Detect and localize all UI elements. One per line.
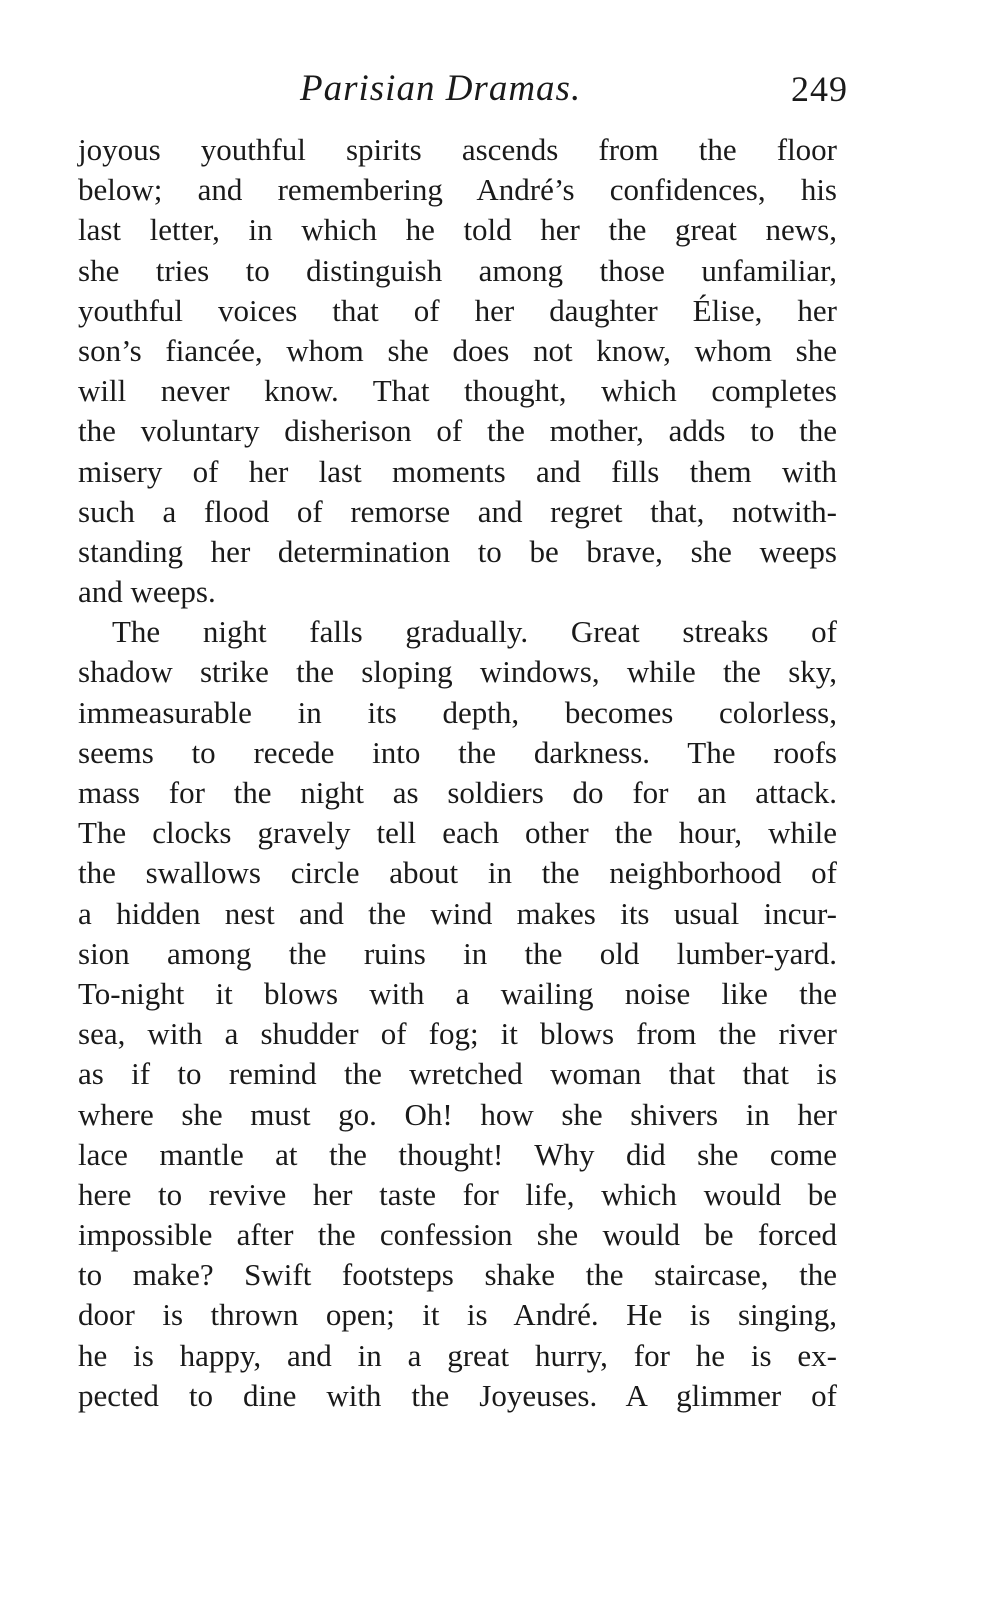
text-line: door is thrown open; it is André. He is singing,	[78, 1297, 837, 1333]
text-line: The clocks gravely tell each other the hour, while	[78, 815, 837, 851]
text-line: where she must go. Oh! how she shivers in her	[78, 1096, 837, 1132]
text-line: The night falls gradually. Great streaks of	[112, 614, 837, 650]
text-line: the swallows circle about in the neighborhood of	[78, 855, 837, 891]
text-line: misery of her last moments and fills them with	[78, 453, 837, 489]
text-line: she tries to distinguish among those unfamiliar,	[78, 252, 837, 288]
page-number: 249	[791, 69, 848, 109]
text-line: as if to remind the wretched woman that that is	[78, 1056, 837, 1092]
text-line: youthful voices that of her daughter Élise, her	[78, 292, 837, 328]
text-line: he is happy, and in a great hurry, for he is ex-	[78, 1337, 837, 1373]
text-line: the voluntary disherison of the mother, adds to the	[78, 413, 837, 449]
text-line: standing her determination to be brave, she weeps	[78, 533, 837, 569]
text-line: sion among the ruins in the old lumber-yard.	[78, 935, 837, 971]
text-line: here to revive her taste for life, which would be	[78, 1176, 837, 1212]
text-line: son’s fiancée, whom she does not know, whom she	[78, 332, 837, 368]
running-title: Parisian Dramas.	[300, 68, 582, 109]
text-line: will never know. That thought, which completes	[78, 373, 837, 409]
running-header	[0, 66, 1000, 118]
text-line: to make? Swift footsteps shake the staircase, the	[78, 1257, 837, 1293]
text-line: and weeps.	[78, 574, 216, 610]
text-line: a hidden nest and the wind makes its usual incur-	[78, 895, 837, 931]
text-line: lace mantle at the thought! Why did she come	[78, 1136, 837, 1172]
text-line: below; and remembering André’s confidences, his	[78, 172, 837, 208]
text-line: immeasurable in its depth, becomes colorless,	[78, 694, 837, 730]
text-line: pected to dine with the Joyeuses. A glimmer of	[78, 1377, 837, 1413]
text-line: joyous youthful spirits ascends from the floor	[78, 132, 837, 167]
text-line: such a flood of remorse and regret that, notwith-	[78, 493, 837, 529]
text-line: last letter, in which he told her the great news,	[78, 212, 837, 248]
text-line: mass for the night as soldiers do for an attack.	[78, 775, 837, 810]
text-line: To-night it blows with a wailing noise like the	[78, 975, 837, 1011]
text-line: sea, with a shudder of fog; it blows from the river	[78, 1016, 837, 1052]
body-text	[78, 130, 837, 1416]
text-line: shadow strike the sloping windows, while the sky,	[78, 654, 837, 690]
text-line: seems to recede into the darkness. The roofs	[78, 734, 837, 770]
text-line: impossible after the confession she would be forced	[78, 1217, 837, 1253]
